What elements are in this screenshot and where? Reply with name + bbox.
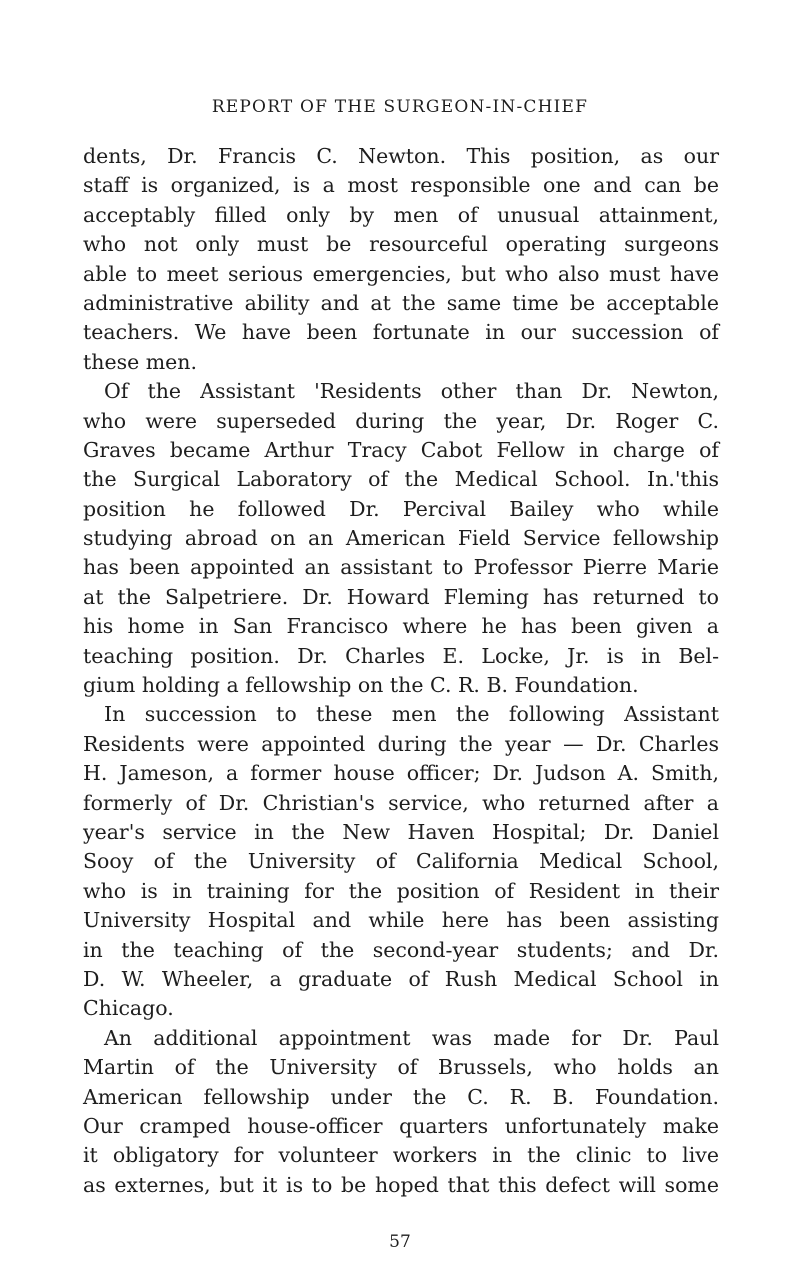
text-line: position he followed Dr. Percival Bailey who while — [83, 496, 719, 521]
text-line: studying abroad on an American Field Service fellowship — [83, 526, 719, 551]
text-line: teachers. We have been fortunate in our succession of — [83, 320, 719, 345]
text-line: who is in training for the position of Resident in their — [83, 878, 719, 903]
text-line: who not only must be resourceful operating surgeons — [83, 232, 719, 257]
text-line: teaching position. Dr. Charles E. Locke, Jr. is in Bel- — [83, 643, 719, 668]
text-line: In succession to these men the following Assistant — [104, 702, 719, 727]
page-number: 57 — [389, 1232, 411, 1252]
text-line: American fellowship under the C. R. B. Foundation. — [83, 1084, 719, 1109]
text-line: Residents were appointed during the year — Dr. Charles — [83, 731, 719, 756]
text-line: staff is organized, is a most responsible one and can be — [83, 173, 719, 198]
text-line: gium holding a fellowship on the C. R. B. Foundation. — [83, 673, 639, 698]
text-line: H. Jameson, a former house officer; Dr. Judson A. Smith, — [83, 761, 719, 786]
text-line: has been appointed an assistant to Professor Pierre Marie — [83, 555, 719, 580]
text-line: at the Salpetriere. Dr. Howard Fleming has returned to — [83, 584, 719, 609]
text-line: it obligatory for volunteer workers in the clinic to live — [83, 1143, 719, 1168]
text-line: able to meet serious emergencies, but who also must have — [83, 261, 719, 286]
text-line: these men. — [83, 349, 198, 374]
running-title: REPORT OF THE SURGEON-IN-CHIEF — [211, 97, 589, 117]
text-line: D. W. Wheeler, a graduate of Rush Medical School in — [83, 966, 719, 991]
text-line: acceptably filled only by men of unusual attainment, — [83, 202, 719, 227]
text-line: who were superseded during the year, Dr. Roger C. — [83, 408, 719, 433]
text-line: Graves became Arthur Tracy Cabot Fellow in charge of — [83, 437, 719, 462]
text-line: Martin of the University of Brussels, who holds an — [83, 1055, 719, 1080]
text-line: An additional appointment was made for Dr. Paul — [104, 1025, 719, 1050]
text-line: Chicago. — [83, 996, 174, 1021]
text-line: year's service in the New Haven Hospital; Dr. Daniel — [83, 819, 719, 844]
text-line: University Hospital and while here has been assisting — [83, 908, 719, 933]
text-line: Of the Assistant 'Residents other than Dr. Newton, — [104, 379, 719, 404]
text-line: formerly of Dr. Christian's service, who returned after a — [83, 790, 719, 815]
text-line: as externes, but it is to be hoped that this defect will some — [83, 1172, 719, 1197]
text-line: the Surgical Laboratory of the Medical School. In.'this — [83, 467, 719, 492]
text-line: in the teaching of the second-year students; and Dr. — [83, 937, 719, 962]
text-line: Sooy of the University of California Medical School, — [83, 849, 719, 874]
text-line: administrative ability and at the same time be acceptable — [83, 290, 719, 315]
text-line: his home in San Francisco where he has been given a — [83, 614, 719, 639]
body-text — [83, 142, 719, 1200]
text-line: dents, Dr. Francis C. Newton. This position, as our — [83, 144, 719, 168]
text-line: Our cramped house-officer quarters unfortunately make — [83, 1113, 719, 1138]
